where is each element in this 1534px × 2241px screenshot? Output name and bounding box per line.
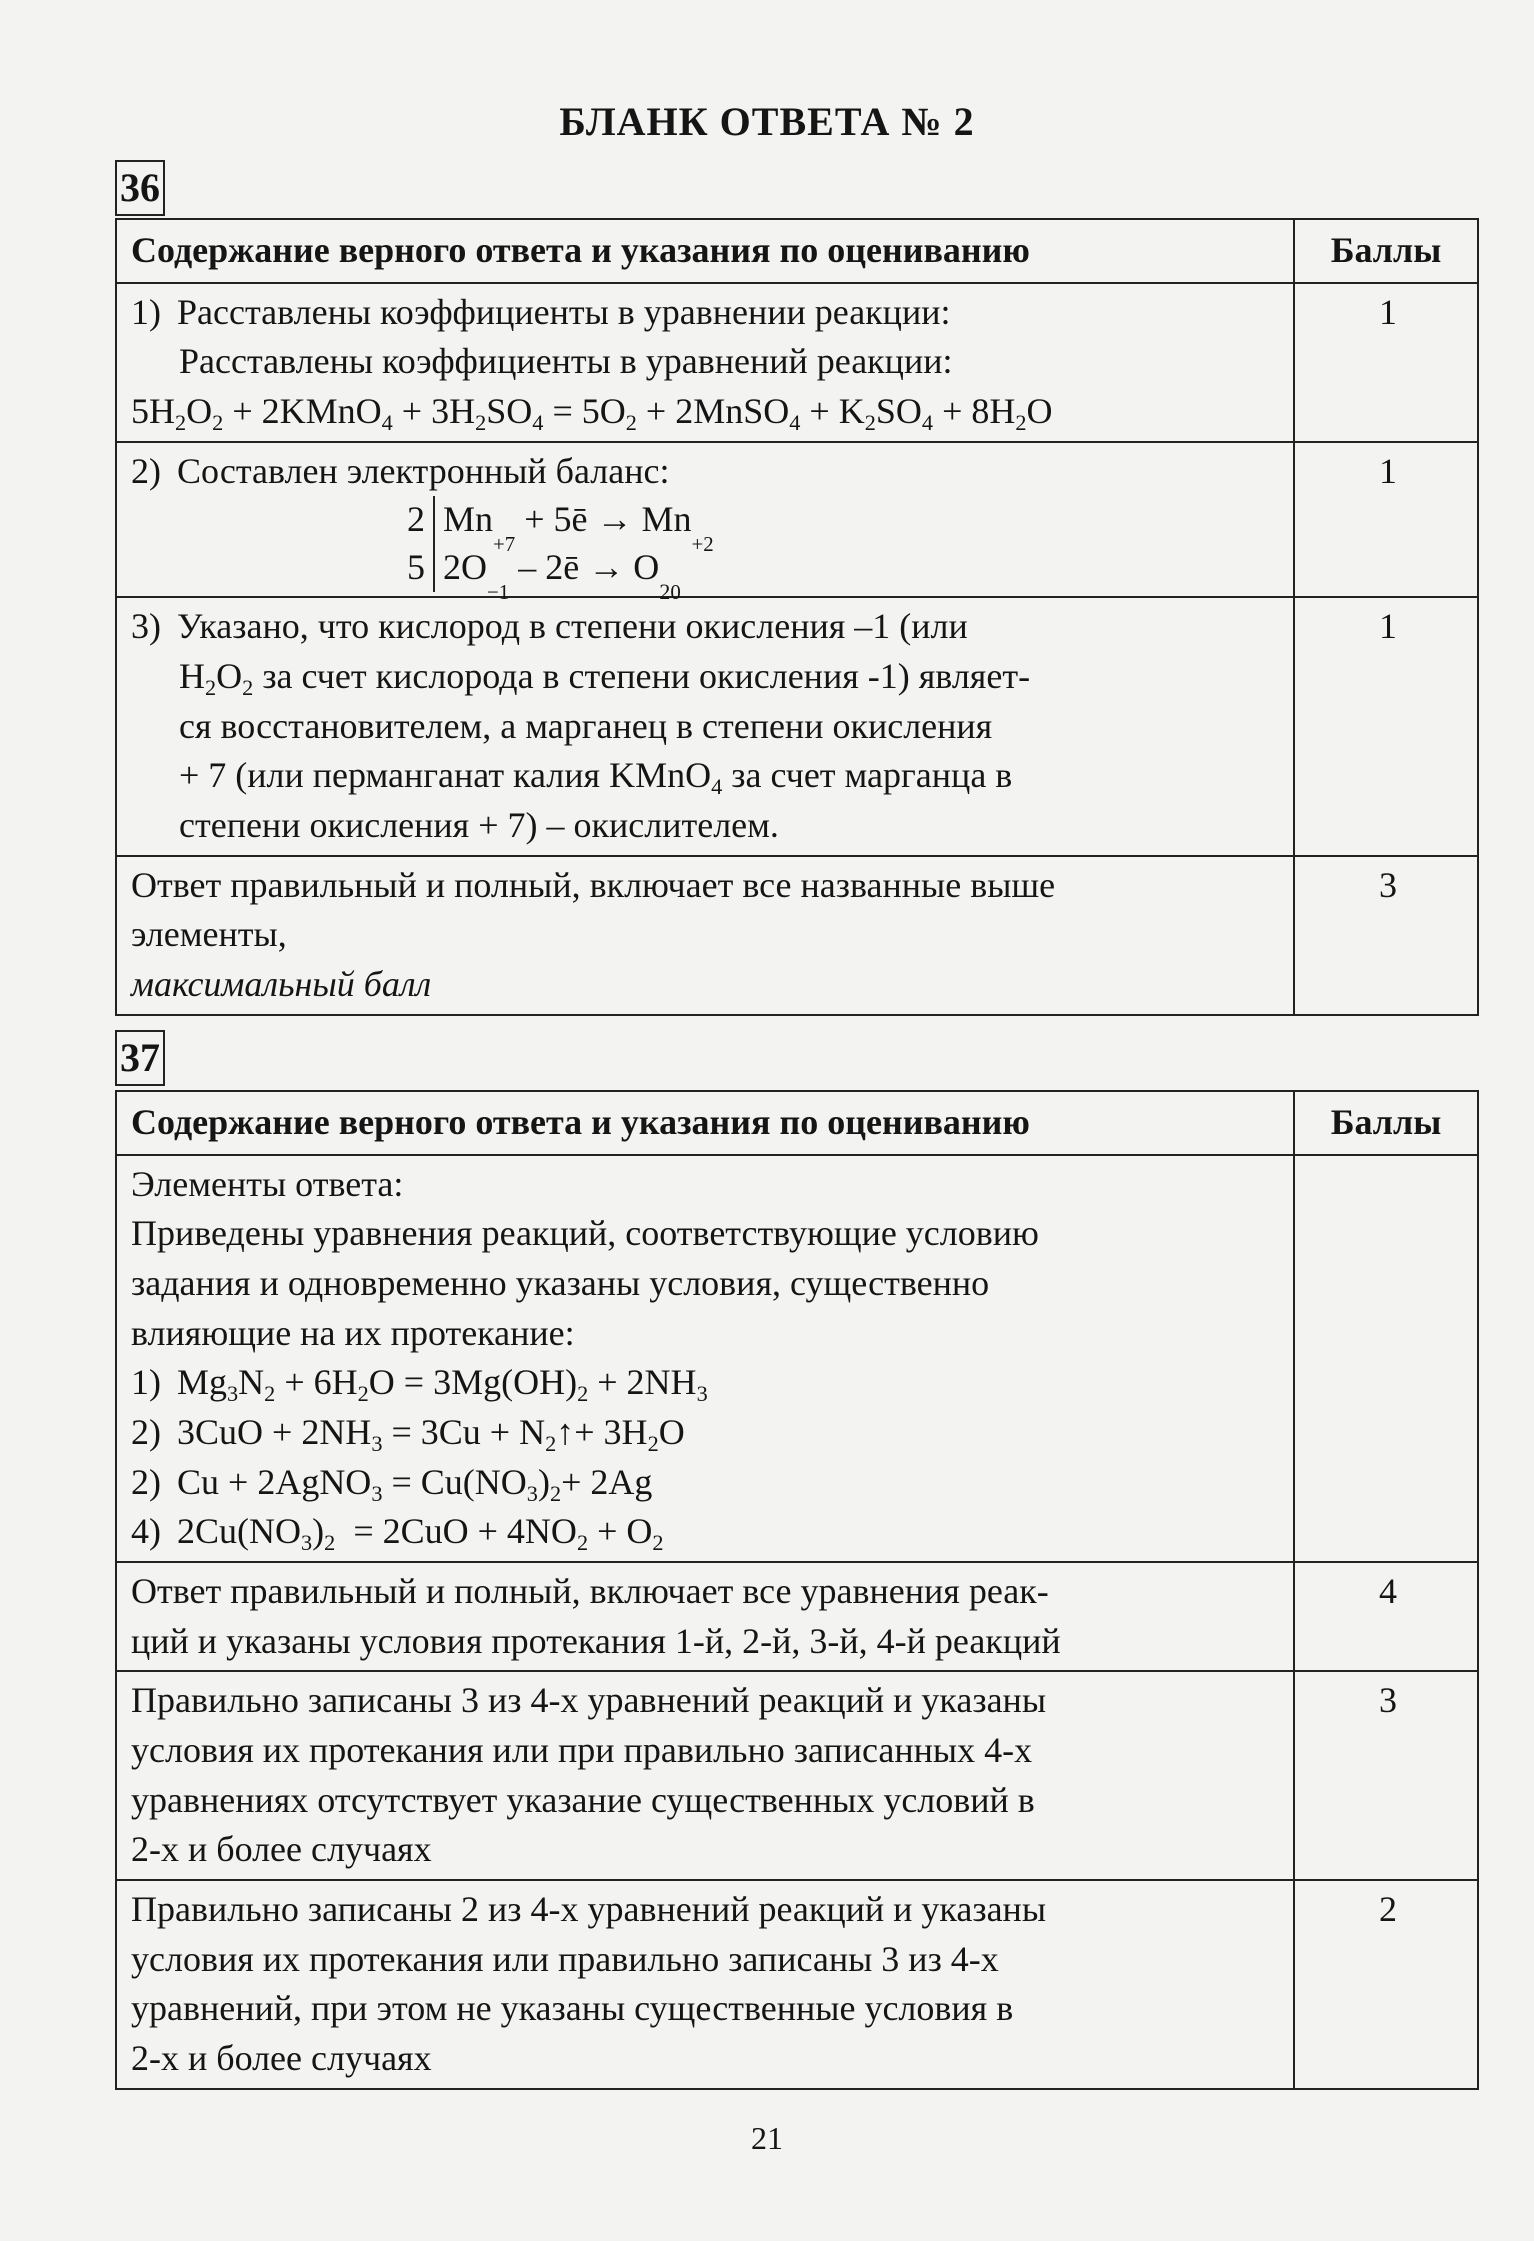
score-value: 1 xyxy=(1294,442,1478,598)
half-reaction-oxygen: 2O −1 – 2ē → O 2 0 xyxy=(433,544,681,592)
row-text: элементы, xyxy=(131,914,287,955)
q36-row-1 xyxy=(116,283,1478,442)
header-points: Баллы xyxy=(1294,219,1478,283)
question-number-36: 36 xyxy=(115,160,165,216)
q36-grading-table xyxy=(115,218,1479,1016)
row-text: уравнений, при этом не указаны существенные условия в xyxy=(131,1988,1014,2029)
row-text: Расставлены коэффициенты в уравнении реакции: xyxy=(177,291,951,332)
header-content: Содержание верного ответа и указания по оцениванию xyxy=(116,219,1294,283)
balance-coefficient: 2 xyxy=(407,498,425,539)
q36-row-4 xyxy=(116,856,1478,1015)
row-text: задания и одновременно указаны условия, существенно xyxy=(131,1263,990,1304)
score-value: 3 xyxy=(1294,1671,1478,1880)
q36-header-row xyxy=(116,219,1478,283)
row-text: условия их протекания или правильно записаны 3 из 4-х xyxy=(131,1938,999,1979)
row-text: 2-х и более случаях xyxy=(131,1829,432,1870)
row-text: условия их протекания или при правильно записанных 4-х xyxy=(131,1730,1033,1771)
reaction-equation: 2) $3CuO + 2NH_3 = 3Cu$ + $N_2↑+ 3H_2O$ xyxy=(131,1412,685,1457)
header-content: Содержание верного ответа и указания по оцениванию xyxy=(116,1091,1294,1155)
q37-row-3 xyxy=(116,1671,1478,1880)
page-title: БЛАНК ОТВЕТА № 2 xyxy=(559,99,975,144)
item-number: 2) xyxy=(131,450,161,491)
score-value: 1 xyxy=(1294,283,1478,442)
reaction-equation: 1) $Mg_3N_2 + 6H_2O = 3Mg(OH)_2 + 2NH_3$ xyxy=(131,1362,708,1407)
reaction-equation: $5H_2O_2$ + 2KMnO$_4$ + $3H_2SO_4 = 5O_2$ + 2MnSO$_4$ + $K_2SO_4 + 8H_2O$ xyxy=(131,391,1053,436)
electronic-balance xyxy=(391,496,714,605)
row-text: Ответ правильный и полный, включает все названные выше xyxy=(131,864,1056,905)
q37-row-4 xyxy=(116,1880,1478,2089)
row-text: ся восстановителем, а марганец в степени окисления xyxy=(179,705,993,746)
row-text: влияющие на их протекание: xyxy=(131,1312,575,1353)
row-text: Правильно записаны 3 из 4-х уравнений реакций и указаны xyxy=(131,1680,1047,1721)
score-cell-empty xyxy=(1294,1155,1478,1562)
score-value: 4 xyxy=(1294,1562,1478,1671)
page-number: 21 xyxy=(751,2120,783,2156)
q37-header-row xyxy=(116,1091,1478,1155)
row-text: Расставлены коэффициенты в уравнений реакции: xyxy=(179,341,953,382)
max-score-label: максимальный балл xyxy=(131,964,432,1005)
row-text: Правильно записаны 2 из 4-х уравнений реакций и указаны xyxy=(131,1889,1047,1930)
score-value: 1 xyxy=(1294,597,1478,855)
row-text: Ответ правильный и полный, включает все уравнения реак- xyxy=(131,1571,1049,1612)
item-number: 3) xyxy=(131,606,161,647)
row-text: степени окисления + 7) – окислителем. xyxy=(179,805,779,846)
half-reaction-manganese: Mn +7 + 5ē → Mn +2 xyxy=(433,496,714,544)
reaction-equation: 4) $2Cu(NO_3)_2 = 2CuO + 4NO_2 + O_2$ xyxy=(131,1511,664,1556)
row-text: 2-х и более случаях xyxy=(131,2038,432,2079)
row-text: ций и указаны условия протекания 1-й, 2-й, 3-й, 4-й реакций xyxy=(131,1620,1061,1661)
row-text: уравнениях отсутствует указание существенных условий в xyxy=(131,1779,1035,1820)
score-value: 3 xyxy=(1294,856,1478,1015)
q36-row-3 xyxy=(116,597,1478,855)
reaction-equation: 2) Cu + 2AgNO$_3$ = $Cu(NO_3)_2+ 2Ag$ xyxy=(131,1461,653,1506)
header-points: Баллы xyxy=(1294,1091,1478,1155)
q37-row-1 xyxy=(116,1155,1478,1562)
row-text: Составлен электронный баланс: xyxy=(177,450,670,491)
q37-grading-table xyxy=(115,1090,1479,2090)
question-number-37: 37 xyxy=(115,1030,165,1086)
row-text: Приведены уравнения реакций, соответствующие условию xyxy=(131,1213,1039,1254)
row-text: Указано, что кислород в степени окисления –1 (или xyxy=(177,606,968,647)
balance-coefficient: 5 xyxy=(407,546,425,587)
score-value: 2 xyxy=(1294,1880,1478,2089)
row-text: $H_2O_2$ за счет кислорода в степени окисления -1) являет- xyxy=(179,656,1031,701)
row-text: Элементы ответа: xyxy=(131,1163,404,1204)
q36-row-2 xyxy=(116,442,1478,598)
item-number: 1) xyxy=(131,291,161,332)
q37-row-2 xyxy=(116,1562,1478,1671)
row-text: + 7 (или перманганат калия KMnO$_4$ за счет марганца в xyxy=(179,755,1013,800)
